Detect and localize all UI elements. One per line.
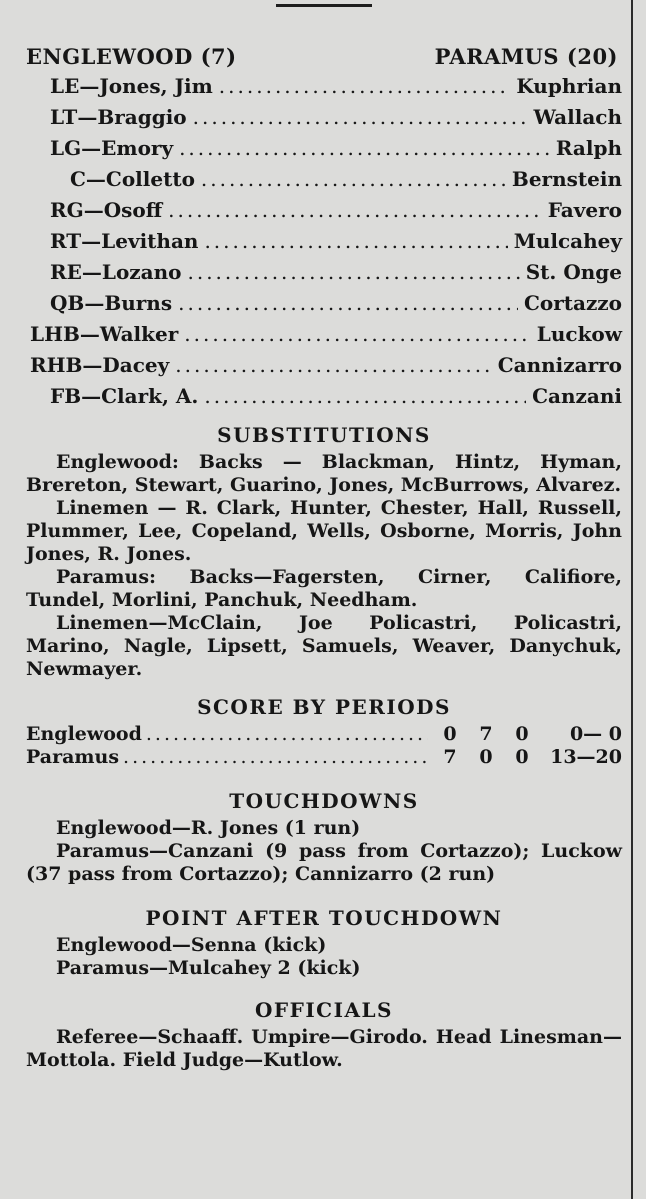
lineup-row	[26, 136, 622, 167]
lineup-home-player: RHB—Dacey	[30, 353, 170, 377]
lineup-row	[26, 260, 622, 291]
officials-text: Referee—Schaaff. Umpire—Girodo. Head Linesman—Mottola. Field Judge—Kutlow.	[26, 1026, 622, 1071]
lineup-row	[26, 198, 622, 229]
lineup-away-player: Favero	[547, 198, 622, 222]
score-table	[26, 723, 622, 769]
score-q4-total: 13—20	[550, 746, 622, 768]
lineup-home-name: Jones, Jim	[99, 74, 213, 98]
leader-dots	[187, 260, 519, 284]
officials-title: OFFICIALS	[255, 998, 393, 1022]
lineup-home-name: Burns	[104, 291, 173, 315]
lineup-position: C	[70, 167, 86, 191]
lineup-home-player: LE—Jones, Jim	[50, 74, 213, 98]
subs-englewood-backs: Englewood: Backs — Blackman, Hintz, Hyman, Brereton, Stewart, Guarino, Jones, McBurrows, Alvarez.	[26, 451, 622, 496]
lineup-home-name: Walker	[99, 322, 179, 346]
lineup-home-player: LHB—Walker	[30, 322, 179, 346]
lineup-home-player: C—Colletto	[70, 167, 195, 191]
lineup-position: RG	[50, 198, 84, 222]
subs-paramus-backs: Paramus: Backs—Fagersten, Cirner, Califiore, Tundel, Morlini, Panchuk, Needham.	[26, 566, 622, 611]
lineup-row	[26, 384, 622, 415]
lineup-home-player: RE—Lozano	[50, 260, 182, 284]
touchdowns-title: TOUCHDOWNS	[229, 789, 419, 813]
lineup-row	[26, 353, 622, 384]
lineup-home-player: RG—Osoff	[50, 198, 163, 222]
score-row-englewood	[26, 723, 622, 746]
lineup-away-player: Cannizarro	[497, 353, 622, 377]
lineup-row	[26, 74, 622, 105]
lineup-home-name: Clark, A.	[101, 384, 199, 408]
leader-dots	[168, 198, 542, 222]
lineup-row	[26, 229, 622, 260]
score-q3: 0	[515, 746, 529, 768]
lineup-away-player: St. Onge	[525, 260, 622, 284]
lineup-away-player: Bernstein	[511, 167, 622, 191]
lineup-home-name: Dacey	[102, 353, 170, 377]
subs-englewood-linemen: Linemen — R. Clark, Hunter, Chester, Hall, Russell, Plummer, Lee, Copeland, Wells, Osborne, Morris, John Jones, R. Jones.	[26, 497, 622, 565]
lineup-home-player: RT—Levithan	[50, 229, 199, 253]
score-q2: 7	[479, 723, 493, 745]
score-row-paramus	[26, 746, 622, 769]
lineup-row	[26, 322, 622, 353]
teams-header	[26, 44, 622, 74]
score-q3: 0	[515, 723, 529, 745]
touchdowns-englewood: Englewood—R. Jones (1 run)	[56, 817, 361, 839]
score-by-periods-title: SCORE BY PERIODS	[197, 695, 451, 719]
leader-dots	[201, 167, 506, 191]
lineup-position: LG	[50, 136, 82, 160]
lineup-home-name: Levithan	[101, 229, 199, 253]
lineup-position: QB	[50, 291, 85, 315]
lineup-position: RT	[50, 229, 82, 253]
lineup-position: LHB	[30, 322, 80, 346]
leader-dots	[204, 384, 526, 408]
lineup-position: FB	[50, 384, 82, 408]
lineup-home-player: LT—Braggio	[50, 105, 187, 129]
lineup-position: LT	[50, 105, 78, 129]
lineup-home-player: QB—Burns	[50, 291, 173, 315]
score-q1: 0	[443, 723, 457, 745]
score-team: Englewood	[26, 723, 142, 745]
leader-dots	[204, 229, 507, 253]
top-rule	[276, 4, 372, 7]
lineup-away-player: Mulcahey	[513, 229, 622, 253]
leader-dots	[146, 723, 428, 745]
pat-englewood: Englewood—Senna (kick)	[56, 934, 327, 956]
lineup-away-player: Canzani	[532, 384, 622, 408]
lineup-home-name: Braggio	[97, 105, 187, 129]
away-team-header: PARAMUS (20)	[434, 44, 618, 69]
leader-dots	[193, 105, 528, 129]
lineup-home-name: Emory	[101, 136, 174, 160]
lineup-row	[26, 167, 622, 198]
starting-lineup	[26, 74, 622, 415]
subs-paramus-linemen: Linemen—McClain, Joe Policastri, Policastri, Marino, Nagle, Lipsett, Samuels, Weaver, Danychuk, Newmayer.	[26, 612, 622, 680]
touchdowns-paramus: Paramus—Canzani (9 pass from Cortazzo); Luckow (37 pass from Cortazzo); Cannizarro (2 run)	[26, 840, 622, 885]
lineup-home-player: FB—Clark, A.	[50, 384, 199, 408]
lineup-home-player: LG—Emory	[50, 136, 174, 160]
lineup-home-name: Osoff	[103, 198, 163, 222]
leader-dots	[175, 353, 491, 377]
lineup-away-player: Ralph	[555, 136, 622, 160]
leader-dots	[184, 322, 531, 346]
lineup-away-player: Luckow	[536, 322, 622, 346]
score-q1: 7	[443, 746, 457, 768]
lineup-away-player: Cortazzo	[523, 291, 622, 315]
lineup-away-player: Wallach	[533, 105, 622, 129]
column-rule	[631, 0, 633, 1199]
lineup-position: RHB	[30, 353, 83, 377]
lineup-position: RE	[50, 260, 82, 284]
home-team-header: ENGLEWOOD (7)	[26, 44, 237, 69]
score-q4-total: 0— 0	[569, 723, 622, 745]
leader-dots	[123, 746, 428, 768]
leader-dots	[219, 74, 511, 98]
lineup-home-name: Lozano	[101, 260, 182, 284]
score-q2: 0	[479, 746, 493, 768]
leader-dots	[178, 291, 518, 315]
lineup-row	[26, 291, 622, 322]
lineup-away-player: Kuphrian	[516, 74, 622, 98]
lineup-home-name: Colletto	[105, 167, 195, 191]
leader-dots	[179, 136, 550, 160]
substitutions-title: SUBSTITUTIONS	[217, 423, 431, 447]
score-team: Paramus	[26, 746, 120, 768]
pat-title: POINT AFTER TOUCHDOWN	[145, 906, 503, 930]
pat-paramus: Paramus—Mulcahey 2 (kick)	[56, 957, 361, 979]
lineup-row	[26, 105, 622, 136]
box-score-column	[26, 44, 622, 1072]
lineup-position: LE	[50, 74, 80, 98]
